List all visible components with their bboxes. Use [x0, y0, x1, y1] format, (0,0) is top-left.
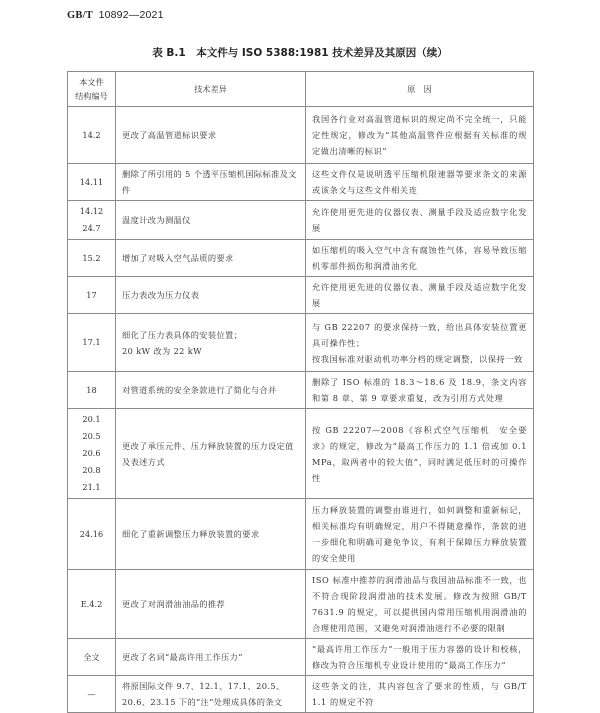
- cell-structure-number: [68, 277, 116, 314]
- cell-reason: [306, 639, 534, 676]
- cell-structure-number: [68, 314, 116, 372]
- table-row: [68, 639, 534, 676]
- cell-structure-number: [68, 639, 116, 676]
- cell-technical-difference: [116, 107, 306, 164]
- cell-technical-difference: [116, 409, 306, 499]
- reason-text: 这些条文的注，其内容包含了要求的性质，与 GB/T 1.1 的规定不符: [312, 681, 527, 707]
- structure-number: 17: [86, 289, 97, 300]
- cell-technical-difference: [116, 164, 306, 201]
- difference-text: 压力表改为压力仪表: [122, 290, 200, 300]
- doc-number: 10892—2021: [98, 9, 164, 21]
- table-row: [68, 201, 534, 240]
- reason-text: 与 GB 22207 的要求保持一致，给出具体安装位置更具可操作性；: [312, 321, 527, 348]
- table-row: [68, 107, 534, 164]
- difference-text: 更改了承压元件、压力释放装置的压力设定值及表述方式: [122, 440, 294, 467]
- cell-technical-difference: [116, 570, 306, 639]
- header-technical-difference: 技术差异: [116, 72, 306, 107]
- header-line: 本文件: [79, 77, 104, 87]
- reason-text: 删除了 ISO 标准的 18.3～18.6 及 18.9，条文内容和第 8 章、第 9 章要求重复，改为引用方式处理: [312, 377, 527, 403]
- structure-number: 24.7: [82, 223, 101, 233]
- cell-reason: [306, 164, 534, 201]
- cell-structure-number: [68, 409, 116, 499]
- cell-reason: [306, 201, 534, 240]
- difference-text: 删除了所引用的 5 个透平压缩机国际标准及文件: [122, 169, 297, 195]
- cell-structure-number: [68, 676, 116, 713]
- table-row: [68, 277, 534, 314]
- cell-structure-number: [68, 201, 116, 240]
- structure-number: 20.5: [82, 431, 101, 441]
- cell-technical-difference: [116, 201, 306, 240]
- structure-number: 20.6: [82, 448, 101, 458]
- header-structure-number: [68, 72, 116, 107]
- differences-table: [67, 71, 534, 713]
- cell-structure-number: [68, 372, 116, 409]
- table-row: [68, 570, 534, 639]
- reason-text: ISO 标准中推荐的润滑油品与我国油品标准不一致，也不符合现阶段润滑油的技术发展。修改为按照 GB/T 7631.9 的规定，可以提供国内常用压缩机用润滑油的合理使用范围，又避免对润滑油进行不必要的限制: [312, 575, 527, 633]
- doc-prefix: GB/T: [67, 10, 93, 21]
- table-caption: 表 B.1 本文件与 ISO 5388:1981 技术差异及其原因（续）: [152, 47, 448, 59]
- cell-technical-difference: [116, 277, 306, 314]
- structure-number: 17.1: [82, 337, 101, 347]
- reason-text: 按我国标准对驱动机功率分档的规定调整，以保持一致: [312, 353, 523, 364]
- structure-number: 14.2: [82, 129, 101, 140]
- reason-text: 压力释放装置的调整由谁进行，如何调整和重新标记，相关标准均有明确规定，用户不得随意操作，条款的进一步细化和明确可避免争议，有利于保障压力释放装置的安全使用: [312, 505, 527, 563]
- reason-text: 如压缩机的吸入空气中含有腐蚀性气体，容易导致压缩机零部件损伤和润滑油劣化: [312, 245, 527, 271]
- difference-text: 细化了重新调整压力释放装置的要求: [122, 529, 260, 539]
- structure-number: 18: [86, 384, 97, 395]
- document-code: [67, 9, 164, 21]
- cell-technical-difference: [116, 639, 306, 676]
- structure-number: 20.1: [82, 414, 101, 424]
- structure-number: 20.8: [82, 465, 101, 475]
- reason-text: “最高许用工作压力”一般用于压力容器的设计和校核，修改为符合压缩机专业设计使用的“最高工作压力”: [312, 644, 527, 670]
- cell-reason: [306, 676, 534, 713]
- cell-technical-difference: [116, 240, 306, 277]
- table-body: [68, 107, 534, 713]
- structure-number: 21.1: [82, 482, 101, 492]
- reason-text: 按 GB 22207—2008《容积式空气压缩机 安全要求》的规定，修改为“最高工作压力的 1.1 倍或加 0.1 MPa，取两者中的较大值”，同时满足低压时的可操作性: [312, 424, 527, 483]
- cell-technical-difference: [116, 372, 306, 409]
- structure-number: 全文: [83, 651, 100, 662]
- structure-number: 14.12: [79, 206, 104, 216]
- header-line: 结构编号: [75, 91, 108, 101]
- difference-text: 更改了对润滑油油品的推荐: [122, 599, 226, 609]
- table-header-row: [68, 72, 534, 107]
- difference-text: 温度计改为测温仪: [122, 215, 191, 225]
- reason-text: 我国各行业对高温管道标识的规定尚不完全统一，只能定性规定，修改为“其他高温管件应根据有关标准的规定做出清晰的标识”: [312, 114, 527, 156]
- cell-reason: [306, 372, 534, 409]
- difference-text: 对管道系统的安全条款进行了简化与合并: [122, 385, 277, 395]
- cell-reason: [306, 107, 534, 164]
- difference-text: 20 kW 改为 22 kW: [122, 345, 202, 356]
- structure-number: E.4.2: [80, 598, 103, 609]
- cell-technical-difference: [116, 499, 306, 570]
- difference-text: 将原国际文件 9.7、12.1、17.1、20.5、20.6、23.15 下的“注”处理成具体的条文: [122, 681, 285, 707]
- reason-text: 这些文件仅是说明透平压缩机限速器等要求条文的来源或该条文与这些文件相关连: [312, 169, 527, 195]
- structure-number: 24.16: [79, 528, 104, 539]
- difference-text: 更改了高温管道标识要求: [122, 130, 217, 140]
- table-row: [68, 240, 534, 277]
- table-row: [68, 164, 534, 201]
- cell-structure-number: [68, 499, 116, 570]
- cell-reason: [306, 277, 534, 314]
- cell-reason: [306, 409, 534, 499]
- cell-technical-difference: [116, 314, 306, 372]
- cell-reason: [306, 240, 534, 277]
- cell-structure-number: [68, 240, 116, 277]
- cell-reason: [306, 499, 534, 570]
- difference-text: 更改了名词“最高许用工作压力”: [122, 652, 243, 662]
- difference-text: 增加了对吸入空气品质的要求: [122, 253, 234, 263]
- reason-text: 允许使用更先进的仪器仪表、测量手段及适应数字化发展: [312, 207, 527, 233]
- reason-text: 允许使用更先进的仪器仪表、测量手段及适应数字化发展: [312, 282, 527, 308]
- cell-structure-number: [68, 107, 116, 164]
- table-row: [68, 676, 534, 713]
- table-row: [68, 314, 534, 372]
- structure-number: 15.2: [82, 252, 101, 263]
- structure-number: —: [87, 688, 96, 699]
- cell-reason: [306, 570, 534, 639]
- table-row: [68, 372, 534, 409]
- structure-number: 14.11: [79, 176, 104, 187]
- table-row: [68, 499, 534, 570]
- cell-structure-number: [68, 164, 116, 201]
- table-row: [68, 409, 534, 499]
- cell-technical-difference: [116, 676, 306, 713]
- difference-text: 细化了压力表具体的安装位置；: [122, 329, 243, 340]
- cell-reason: [306, 314, 534, 372]
- cell-structure-number: [68, 570, 116, 639]
- header-reason: 原 因: [306, 72, 534, 107]
